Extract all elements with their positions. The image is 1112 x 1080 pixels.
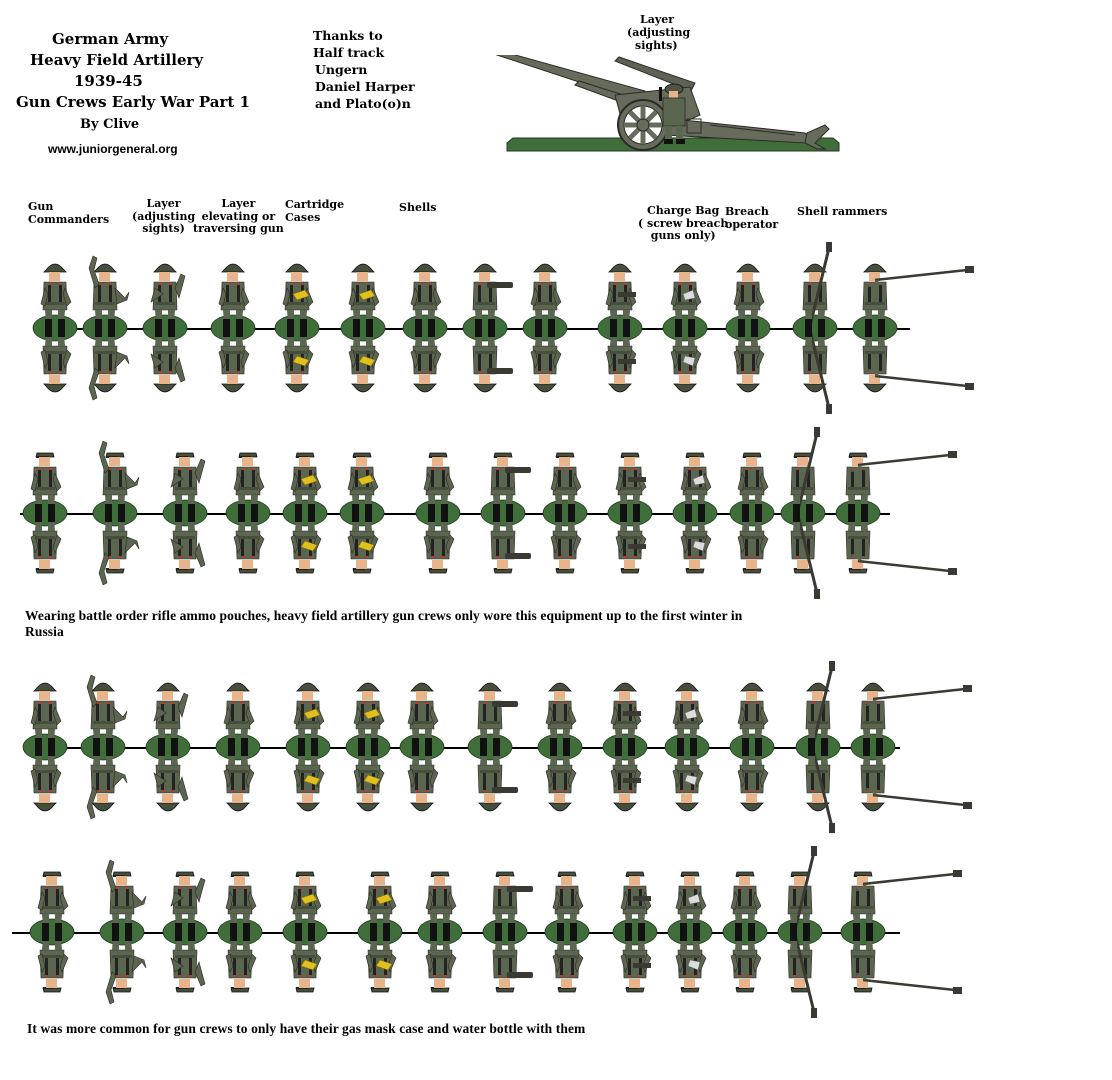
soldier-figure-shell [387,655,457,839]
soldier-figure-layer-elevating [205,840,275,1024]
soldier-figure-breach-operator [713,236,783,420]
soldier-figure-gun-commander [17,840,87,1024]
soldier-figure-shell-rammer [838,655,908,839]
howitzer-icon [495,55,845,155]
soldier-figure-shell-rammer [828,840,898,1024]
gun-label-line: Layer [640,13,675,26]
soldier-figure-charge-bag [652,655,722,839]
soldier-figure-layer-sights [150,421,220,605]
soldier-figure-shell-rammer [840,236,910,420]
soldier-figure-shell [525,655,595,839]
title-line-1: German Army [52,30,169,48]
soldier-figure-cartridge-case [328,236,398,420]
title-line-3: 1939-45 [74,72,143,90]
soldier-figure-charge-bag [590,655,660,839]
thanks-line: Thanks to [313,28,383,43]
title-line-4: Gun Crews Early War Part 1 [16,93,250,111]
soldier-figure-charge-bag [595,421,665,605]
label-breach-operator: Breach operator [725,205,779,231]
author: By Clive [80,117,140,132]
label-layer-sights: Layer (adjusting sights) [132,197,196,235]
thanks-line: Half track [313,45,385,60]
soldier-figure-layer-elevating [203,655,273,839]
label-cartridge-cases: Cartridge Cases [285,198,345,224]
soldier-figure-shell [403,421,473,605]
soldier-figure-gun-commander [10,421,80,605]
soldier-figure-charge-bag [650,236,720,420]
soldier-figure-breach-operator [717,655,787,839]
soldier-figure-cartridge-case [262,236,332,420]
title-line-2: Heavy Field Artillery [30,51,204,69]
note-battle-order: Wearing battle order rifle ammo pouches, heavy field artillery gun crews only wore this equipment up to the first winter in Russia [25,608,743,639]
label-gun-commanders: Gun Commanders [28,200,110,226]
soldier-figure-layer-elevating [198,236,268,420]
gun-label-line: (adjusting [627,26,691,39]
soldier-figure-layer-sights [130,236,200,420]
soldier-figure-shell [530,421,600,605]
label-shells: Shells [399,201,437,214]
soldier-figure-cartridge-case [327,421,397,605]
gun-label-line: sights) [635,39,678,52]
soldier-figure-shell-rammer [823,421,893,605]
soldier-figure-charge-bag [585,236,655,420]
thanks-line: Daniel Harper [315,79,415,94]
label-layer-elevating: Layer elevating or traversing gun [193,197,284,235]
thanks-line: and Plato(o)n [315,96,411,111]
soldier-figure-shell [532,840,602,1024]
soldier-figure-shell [405,840,475,1024]
soldier-figure-shell-rammer [765,840,835,1024]
label-shell-rammers: Shell rammers [797,205,888,218]
soldier-figure-shell [510,236,580,420]
website-link[interactable]: www.juniorgeneral.org [48,142,178,156]
soldier-figure-gun-commander [87,840,157,1024]
label-charge-bag: Charge Bag ( screw breach guns only) [638,204,729,242]
soldier-figure-gun-commander [68,655,138,839]
soldier-figure-shell [470,840,540,1024]
soldier-figure-cartridge-case [270,840,340,1024]
note-gas-mask: It was more common for gun crews to only have their gas mask case and water bottle with them [27,1021,586,1036]
soldier-figure-gun-commander [80,421,150,605]
thanks-line: Ungern [315,62,368,77]
soldier-figure-shell [468,421,538,605]
soldier-figure-layer-sights [133,655,203,839]
soldier-figure-shell [455,655,525,839]
field-gun-illustration [495,55,845,155]
